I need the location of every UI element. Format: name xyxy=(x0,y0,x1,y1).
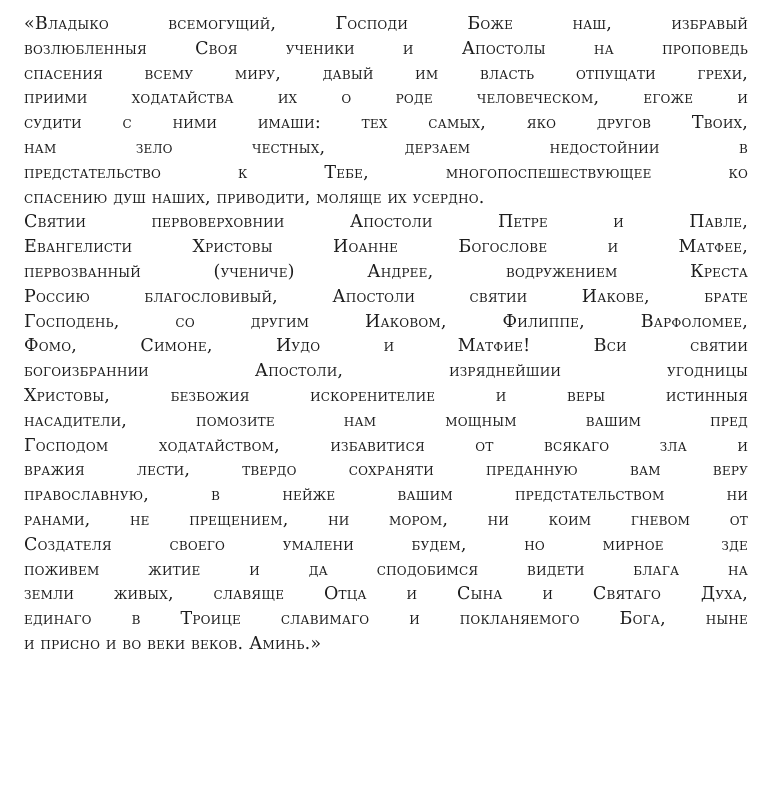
text-line: возлюбленныя Своя ученики и Апостолы на проповедь xyxy=(24,38,748,59)
text-line: единаго в Троице славимаго и покланяемого Бога, ныне xyxy=(24,609,748,630)
text-line: Святии первоверховнии Апостоли Петре и Павле, xyxy=(24,212,748,233)
text-line: Господень, со другим Иаковом, Филиппе, Варфоломее, xyxy=(24,311,748,332)
text-line: предстательство к Тебе, многопоспешествующее ко xyxy=(24,162,748,183)
text-line: Евангелисти Христовы Иоанне Богослове и Матфее, xyxy=(24,237,748,258)
text-line: «Владыко всемогущий, Господи Боже наш, избравый xyxy=(24,14,748,34)
text-line: насадители, помозите нам мощным вашим пред xyxy=(24,410,748,431)
text-line: Создателя своего умалени будем, но мирное зде xyxy=(24,534,748,555)
text-line: вражия лести, твердо сохраняти преданную вам веру xyxy=(24,460,748,481)
text-line: судити с ними имаши: тех самых, яко другов Твоих, xyxy=(24,113,748,134)
text-line: Фомо, Симоне, Иудо и Матфие! Вси святии xyxy=(24,336,748,357)
text-line: нам зело честных, дерзаем недостойнии в xyxy=(24,137,748,158)
text-line: спасения всему миру, давый им власть отпущати грехи, xyxy=(24,63,748,84)
text-line: Россию благословивый, Апостоли святии Иакове, брате xyxy=(24,286,748,307)
text-line: ранами, не прещением, ни мором, ни коим гневом от xyxy=(24,509,748,530)
text-line: Христовы, безбожия искоренителие и веры истинныя xyxy=(24,385,748,406)
text-line: спасению душ наших, приводити, моляще их усердно. xyxy=(24,187,485,208)
text-line: Господом ходатайством, избавитися от всякаго зла и xyxy=(24,435,748,456)
text-line: богоизбраннии Апостоли, изряднейшии угодницы xyxy=(24,361,748,382)
text-line: приими ходатайства их о роде человеческом, егоже и xyxy=(24,88,748,109)
text-line: поживем житие и да сподобимся видети блага на xyxy=(24,559,748,580)
text-line: и присно и во веки веков. Аминь.» xyxy=(24,633,322,654)
text-line: земли живых, славяще Отца и Сына и Святаго Духа, xyxy=(24,584,748,605)
prayer-text-block xyxy=(24,12,748,657)
text-line: первозванный (учениче) Андрее, водружением Креста xyxy=(24,261,748,282)
text-line: православную, в нейже вашим предстательством ни xyxy=(24,485,748,506)
